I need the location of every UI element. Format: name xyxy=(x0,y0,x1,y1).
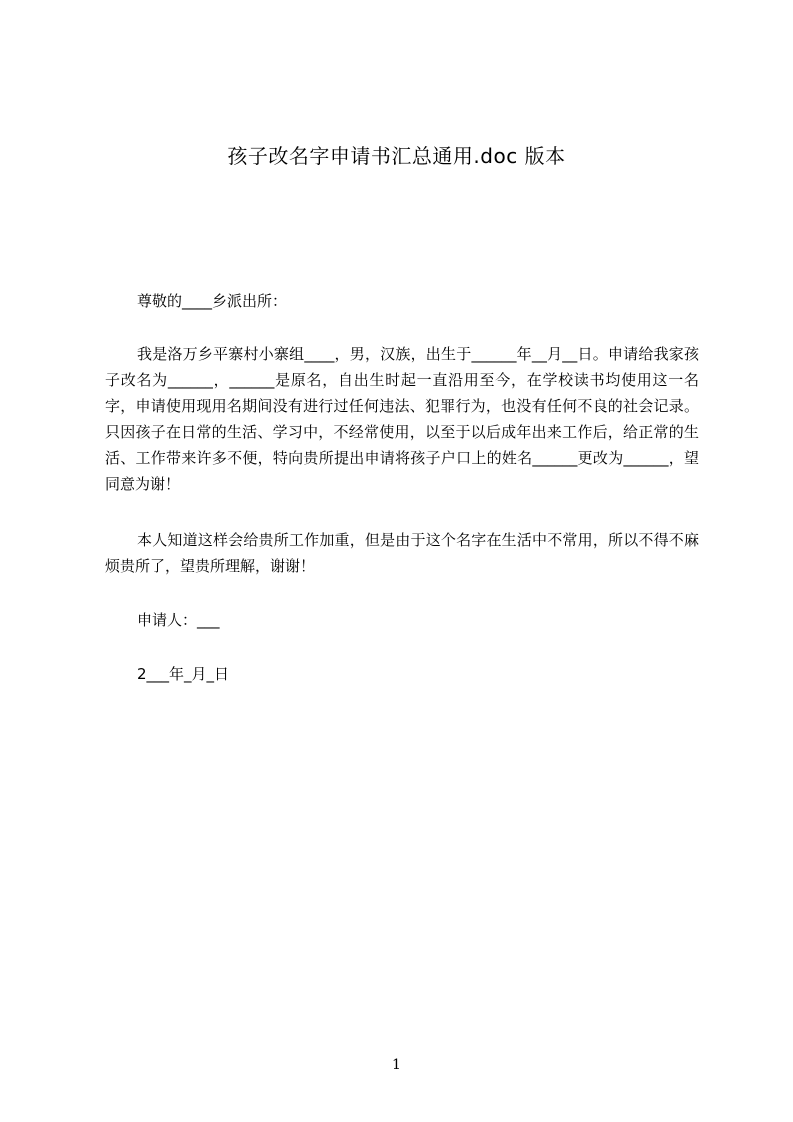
salutation: 尊敬的____乡派出所： xyxy=(137,292,288,310)
body-paragraph-request: 我是洛万乡平寨村小寨组____，男，汉族，出生于______年__月__日。申请给我家孩子改名为______，______是原名，自出生时起一直沿用至今，在学校读书均使用这一名字，申请使用现用名期间没有进行过任何违法、犯罪行为，也没有任何不良的社会记录。只因孩子在日常的生活、学习中，不经常使用，以至于以后成年出来工作后，给正常的生活、工作带来许多不便，特向贵所提出申请将孩子户口上的姓名______更改为______，望同意为谢！ xyxy=(105,345,699,493)
page-number: 1 xyxy=(392,1057,401,1073)
document-title: 孩子改名字申请书汇总通用.doc 版本 xyxy=(227,144,566,168)
applicant-line: 申请人：___ xyxy=(137,611,220,629)
body-paragraph-thanks: 本人知道这样会给贵所工作加重，但是由于这个名字在生活中不常用，所以不得不麻烦贵所了，望贵所理解，谢谢！ xyxy=(105,531,699,575)
date-line: 2___年_月_日 xyxy=(137,665,230,683)
